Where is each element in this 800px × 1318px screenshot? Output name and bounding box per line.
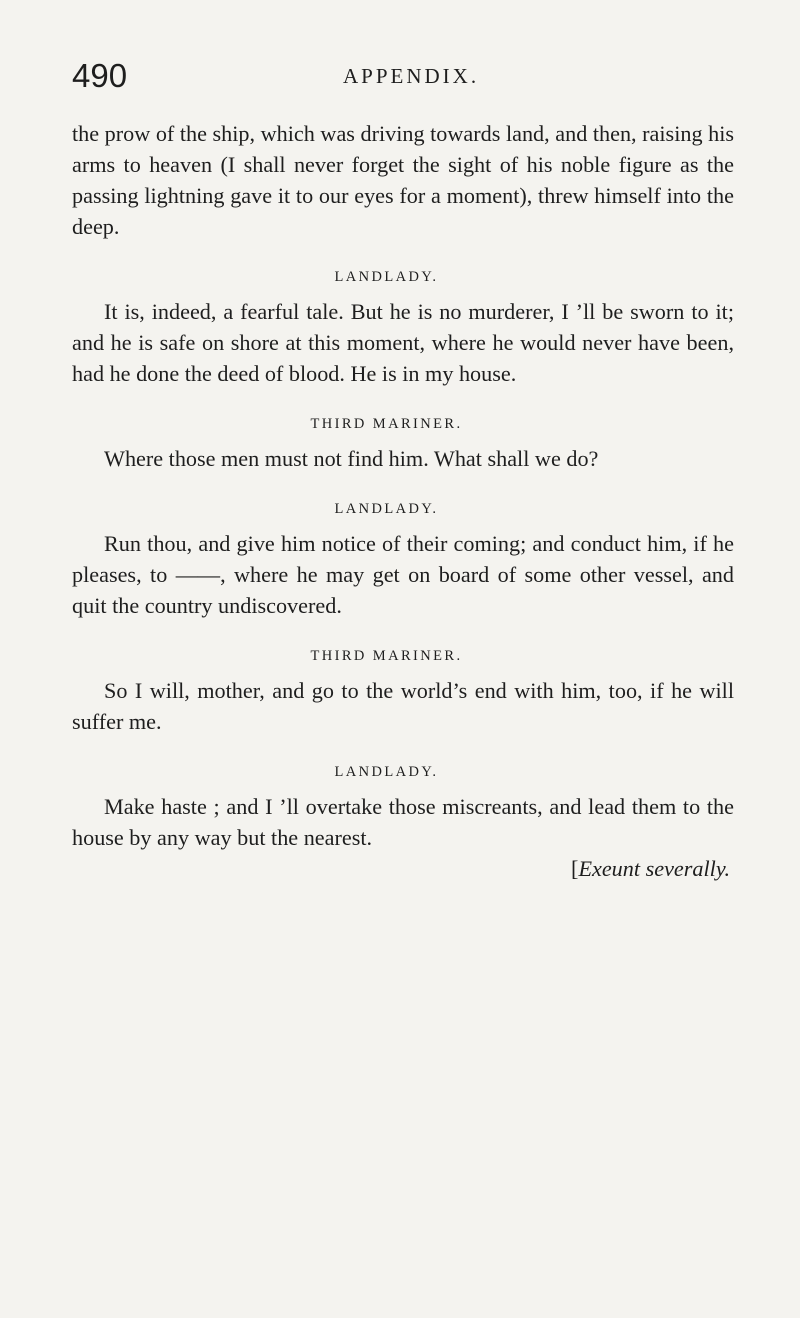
running-head — [72, 58, 734, 98]
running-title: APPENDIX. — [343, 64, 480, 88]
stage-direction — [72, 853, 734, 884]
page-number: 490 — [72, 57, 128, 94]
speaker-heading: THIRD MARINER. — [310, 648, 463, 664]
stage-direction-text: Exeunt severally. — [578, 856, 730, 881]
dialogue-paragraph: It is, indeed, a fearful tale. But he is no murderer, I ’ll be sworn to it; and he is safe on shore at this moment, where he would never have been, had he done the deed of blood. He is in my house. — [72, 299, 734, 386]
dialogue-paragraph: So I will, mother, and go to the world’s end with him, too, if he will suffer me. — [72, 678, 734, 734]
book-page — [72, 58, 734, 884]
speaker-heading: LANDLADY. — [334, 501, 439, 517]
stage-direction-bracket: [ — [571, 856, 579, 881]
speaker-heading: LANDLADY. — [334, 764, 439, 780]
speaker-heading: THIRD MARINER. — [310, 416, 463, 432]
paragraph-continuation: the prow of the ship, which was driving towards land, and then, raising his arms to heaven (I shall never forget the sight of his noble figure as the passing lightning gave it to our eyes for a moment), threw himself into the deep. — [72, 121, 734, 239]
speaker-heading: LANDLADY. — [334, 269, 439, 285]
dialogue-paragraph: Make haste ; and I ’ll overtake those miscreants, and lead them to the house by any way but the nearest. — [72, 794, 734, 850]
dialogue-paragraph: Where those men must not find him. What shall we do? — [104, 446, 599, 471]
dialogue-paragraph: Run thou, and give him notice of their coming; and conduct him, if he pleases, to ——, where he may get on board of some other vessel, and quit the country undiscovered. — [72, 531, 734, 618]
